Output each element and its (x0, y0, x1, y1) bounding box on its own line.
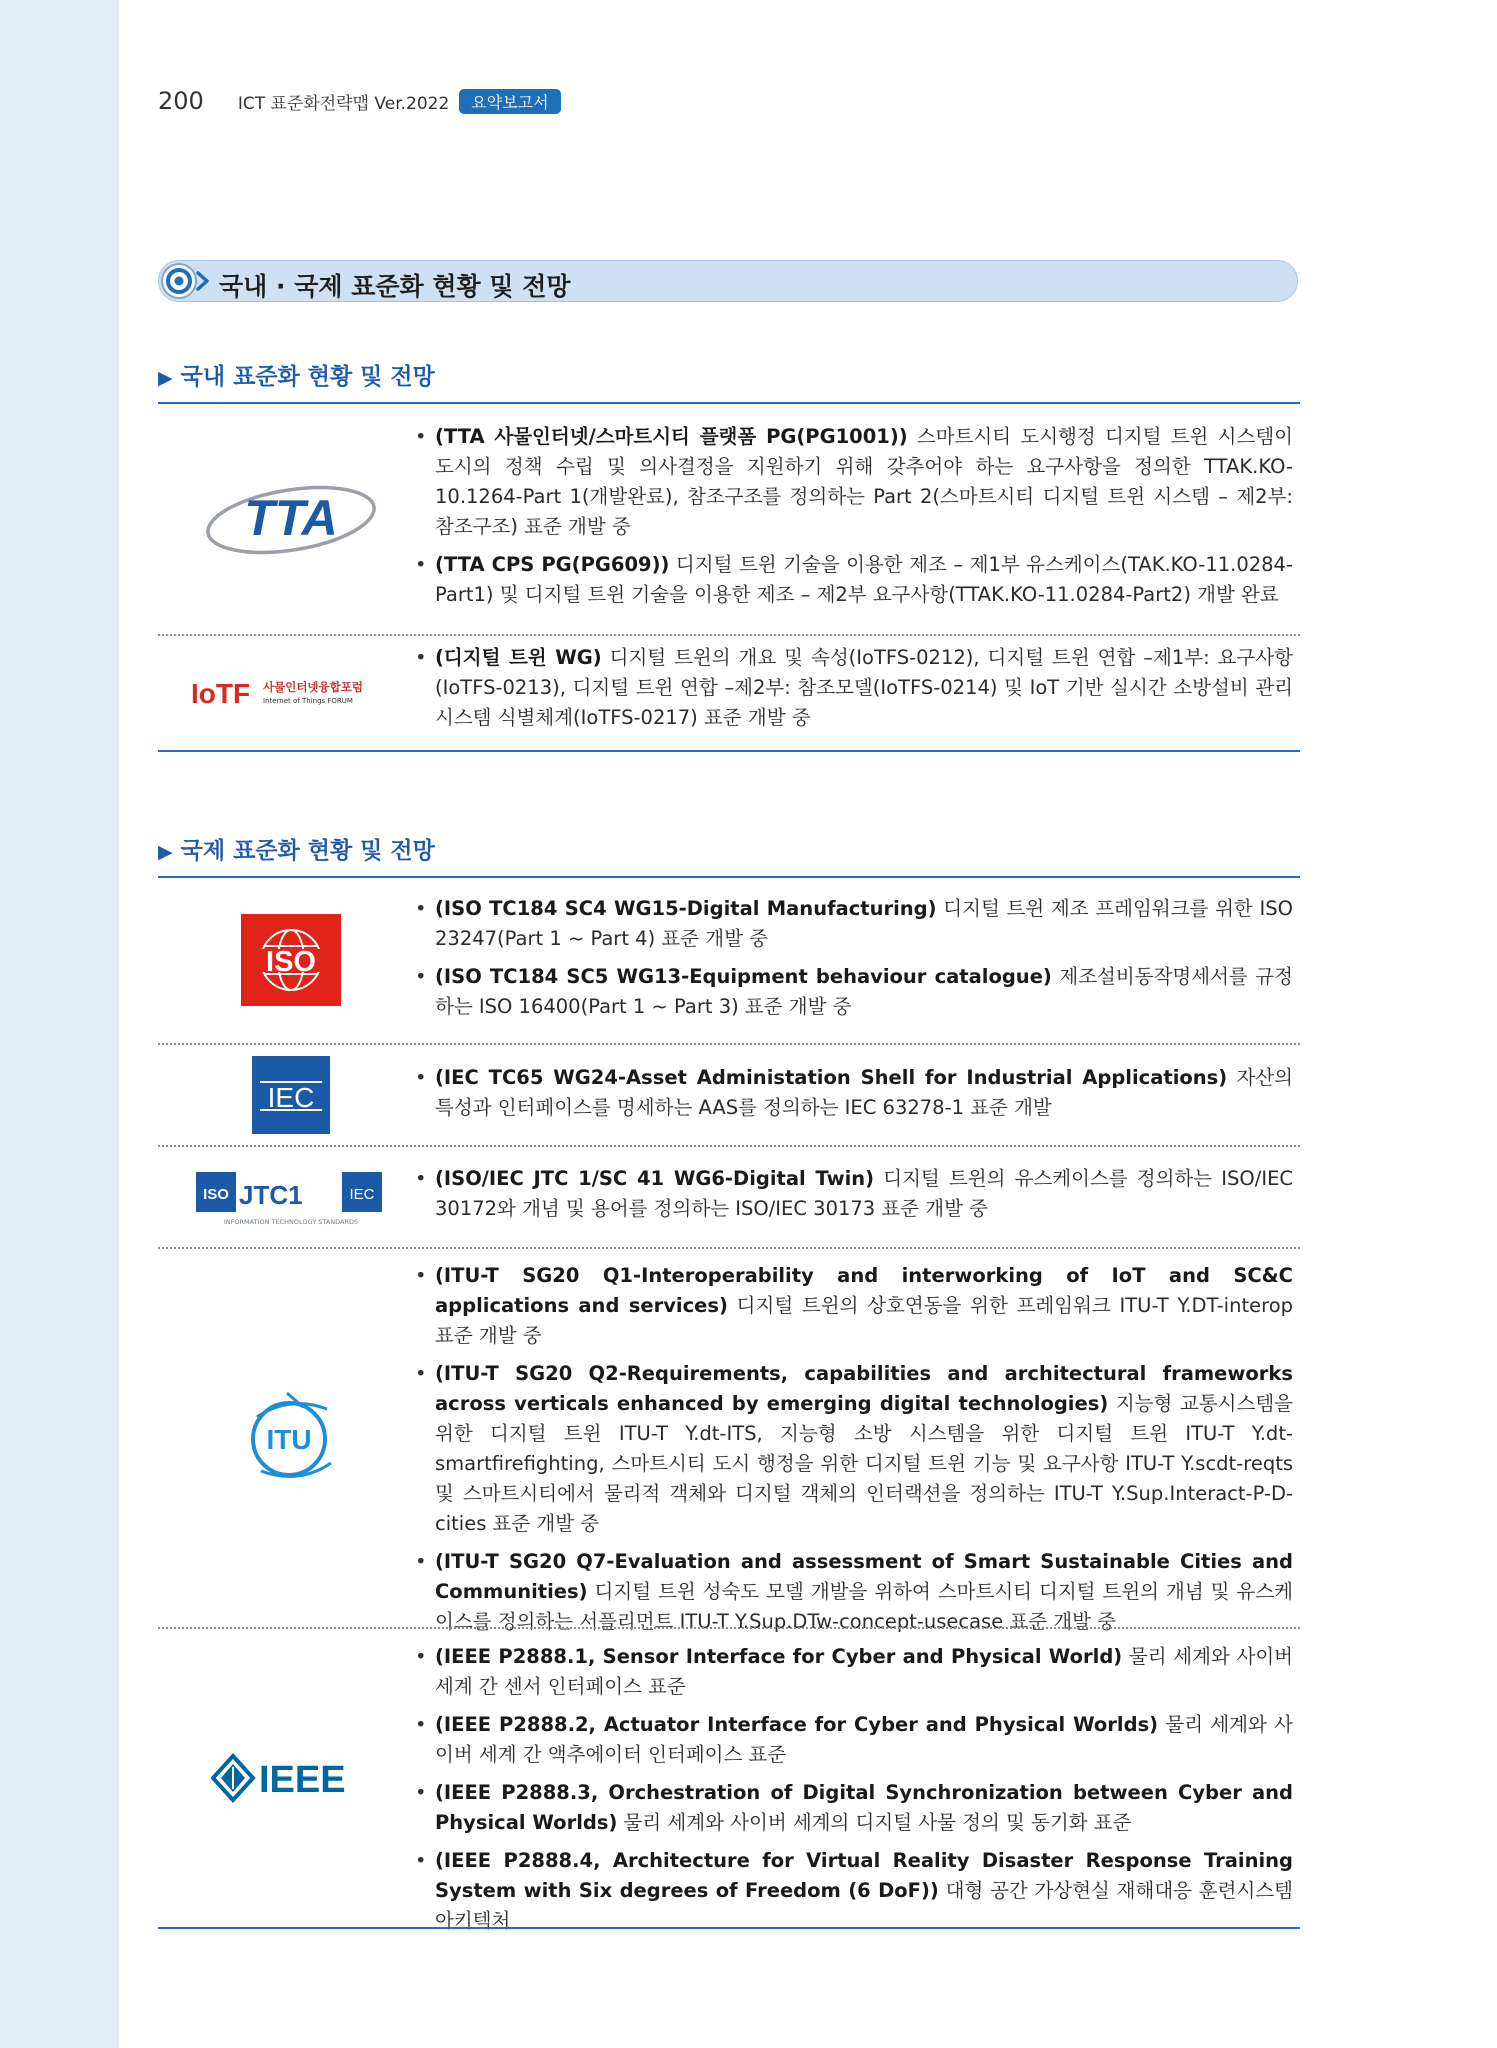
list-item: • (ITU-T SG20 Q1-Interoperability and interworking of IoT and SC&C applications and services) 디지털 트윈의 상호연동을 위한 프레임워크 ITU-T Y.DT-interop 표준 개발 중 (411, 1261, 1293, 1351)
jtc1-logo (158, 1147, 423, 1246)
list-item: • (ITU-T SG20 Q2-Requirements, capabilities and architectural frameworks across verticals enhanced by emerging digital technologies) 지능형 교통시스템을 위한 디지털 트윈 ITU-T Y.dt-ITS, 지능형 소방 시스템을 위한 디지털 트윈 ITU-T Y.dt-smartfirefighting, 스마트시티 도시 행정을 위한 디지털 트윈 기능 및 요구사항 ITU-T Y.scdt-reqts 및 스마트시티에서 물리적 객체와 디지털 객체의 인터랙션을 정의하는 ITU-T Y.Sup.Interact-P-D-cities 표준 개발 중 (411, 1359, 1293, 1539)
itu-logo-icon (243, 1387, 339, 1487)
svg-text:IEC: IEC (267, 1081, 314, 1113)
svg-text:Internet of Things FORUM: Internet of Things FORUM (262, 696, 353, 705)
tta-logo-icon (202, 473, 380, 563)
list-item: • (IEC TC65 WG24-Asset Administation Shell for Industrial Applications) 자산의 특성과 인터페이스를 명세하는 AAS를 정의하는 IEC 63278-1 표준 개발 (411, 1063, 1293, 1123)
iec-items (411, 1063, 1293, 1131)
intl-row-iec (158, 1045, 1300, 1144)
iec-logo-icon (252, 1056, 330, 1134)
svg-text:INFORMATION TECHNOLOGY STANDAR: INFORMATION TECHNOLOGY STANDARDS (223, 1217, 358, 1226)
list-item: • (TTA CPS PG(PG609)) 디지털 트윈 기술을 이용한 제조 – 제1부 유스케이스(TAK.KO-11.0284-Part1) 및 디지털 트윈 기술을 이용한 제조 – 제2부 요구사항(TTAK.KO-11.0284-Part2) 개발 완료 (411, 550, 1293, 610)
domestic-heading-text: 국내 표준화 현황 및 전망 (180, 364, 435, 390)
jtc1-logo-icon (196, 1166, 386, 1228)
domestic-row-tta (158, 404, 1300, 632)
page-number: 200 (158, 87, 204, 115)
svg-text:ITU: ITU (265, 1424, 312, 1455)
list-item: • (ISO TC184 SC5 WG13-Equipment behaviour catalogue) 제조설비동작명세서를 규정하는 ISO 16400(Part 1 ~ Part 3) 표준 개발 중 (411, 962, 1293, 1022)
intl-row-jtc1 (158, 1147, 1300, 1246)
section-title-bar (158, 260, 1298, 302)
section-title: 국내 · 국제 표준화 현황 및 전망 (219, 272, 571, 301)
tta-items (411, 422, 1293, 618)
international-heading (158, 832, 435, 865)
international-heading-text: 국제 표준화 현황 및 전망 (180, 838, 435, 864)
svg-text:IoTF: IoTF (190, 677, 250, 709)
iotf-logo-icon (191, 676, 391, 710)
domestic-heading (158, 358, 435, 391)
list-item: • (ISO TC184 SC4 WG15-Digital Manufacturing) 디지털 트윈 제조 프레임워크를 위한 ISO 23247(Part 1 ~ Part 4) 표준 개발 중 (411, 894, 1293, 954)
triangle-bullet-icon: ▶ (158, 367, 173, 389)
document-title: ICT 표준화전략맵 Ver.2022 (237, 93, 450, 114)
itu-logo (158, 1249, 423, 1625)
list-item: • (ISO/IEC JTC 1/SC 41 WG6-Digital Twin) 디지털 트윈의 유스케이스를 정의하는 ISO/IEC 30172와 개념 및 용어를 정의하는 ISO/IEC 30173 표준 개발 중 (411, 1164, 1293, 1224)
tta-logo (158, 404, 423, 632)
list-item: • (IEEE P2888.2, Actuator Interface for Cyber and Physical Worlds) 물리 세계와 사이버 세계 간 액추에이터 인터페이스 표준 (411, 1710, 1293, 1770)
iec-logo (158, 1045, 423, 1144)
svg-text:ISO: ISO (265, 946, 316, 978)
svg-text:IEC: IEC (348, 1185, 375, 1203)
list-item: • (TTA 사물인터넷/스마트시티 플랫폼 PG(PG1001)) 스마트시티 도시행정 디지털 트윈 시스템이 도시의 정책 수립 및 의사결정을 지원하기 위해 갖추어야 하는 요구사항을 정의한 TTAK.KO-10.1264-Part 1(개발완료), 참조구조를 정의하는 Part 2(스마트시티 디지털 트윈 시스템 – 제2부: 참조구조) 표준 개발 중 (411, 422, 1293, 542)
ieee-items (411, 1642, 1293, 1944)
list-item: • (IEEE P2888.3, Orchestration of Digital Synchronization between Cyber and Physical Worlds) 물리 세계와 사이버 세계의 디지털 사물 정의 및 동기화 표준 (411, 1778, 1293, 1838)
iotf-items (411, 643, 1293, 741)
svg-text:ISO: ISO (202, 1185, 229, 1203)
page-header (158, 86, 561, 116)
list-item: • (ITU-T SG20 Q7-Evaluation and assessment of Smart Sustainable Cities and Communities) 디지털 트윈 성숙도 모델 개발을 위하여 스마트시티 디지털 트윈의 개념 및 유스케이스를 정의하는 서플리먼트 ITU-T Y.Sup.DTw-concept-usecase 표준 개발 중 (411, 1547, 1293, 1637)
domestic-row-iotf (158, 636, 1300, 749)
itu-items (411, 1261, 1293, 1645)
iso-logo (158, 878, 423, 1042)
report-badge: 요약보고서 (459, 89, 560, 114)
list-item: • (IEEE P2888.4, Architecture for Virtual Reality Disaster Response Training System with Six degrees of Freedom (6 DoF)) 대형 공간 가상현실 재해대응 훈련시스템 아키텍처 (411, 1846, 1293, 1936)
svg-text:IEEE: IEEE (258, 1758, 346, 1801)
international-bottom-rule (158, 1927, 1300, 1929)
svg-text:TTA: TTA (243, 490, 338, 546)
svg-text:사물인터넷융합포럼: 사물인터넷융합포럼 (262, 679, 363, 694)
left-margin-band (0, 0, 119, 2048)
iotf-logo (158, 636, 423, 749)
ieee-logo (158, 1629, 423, 1926)
domestic-bottom-rule (158, 750, 1300, 752)
target-arrow-icon (160, 262, 214, 300)
intl-row-iso (158, 878, 1300, 1042)
intl-row-itu (158, 1249, 1300, 1633)
svg-text:JTC1: JTC1 (238, 1179, 303, 1210)
triangle-bullet-icon: ▶ (158, 841, 173, 863)
jtc1-items (411, 1164, 1293, 1232)
list-item: • (디지털 트윈 WG) 디지털 트윈의 개요 및 속성(IoTFS-0212), 디지털 트윈 연합 –제1부: 요구사항(IoTFS-0213), 디지털 트윈 연합 –제2부: 참조모델(IoTFS-0214) 및 IoT 기반 실시간 소방설비 관리시스템 식별체계(IoTFS-0217) 표준 개발 중 (411, 643, 1293, 733)
ieee-logo-icon (211, 1752, 371, 1804)
intl-row-ieee (158, 1629, 1300, 1932)
iso-logo-icon (241, 914, 341, 1006)
iso-items (411, 894, 1293, 1030)
list-item: • (IEEE P2888.1, Sensor Interface for Cyber and Physical World) 물리 세계와 사이버 세계 간 센서 인터페이스 표준 (411, 1642, 1293, 1702)
